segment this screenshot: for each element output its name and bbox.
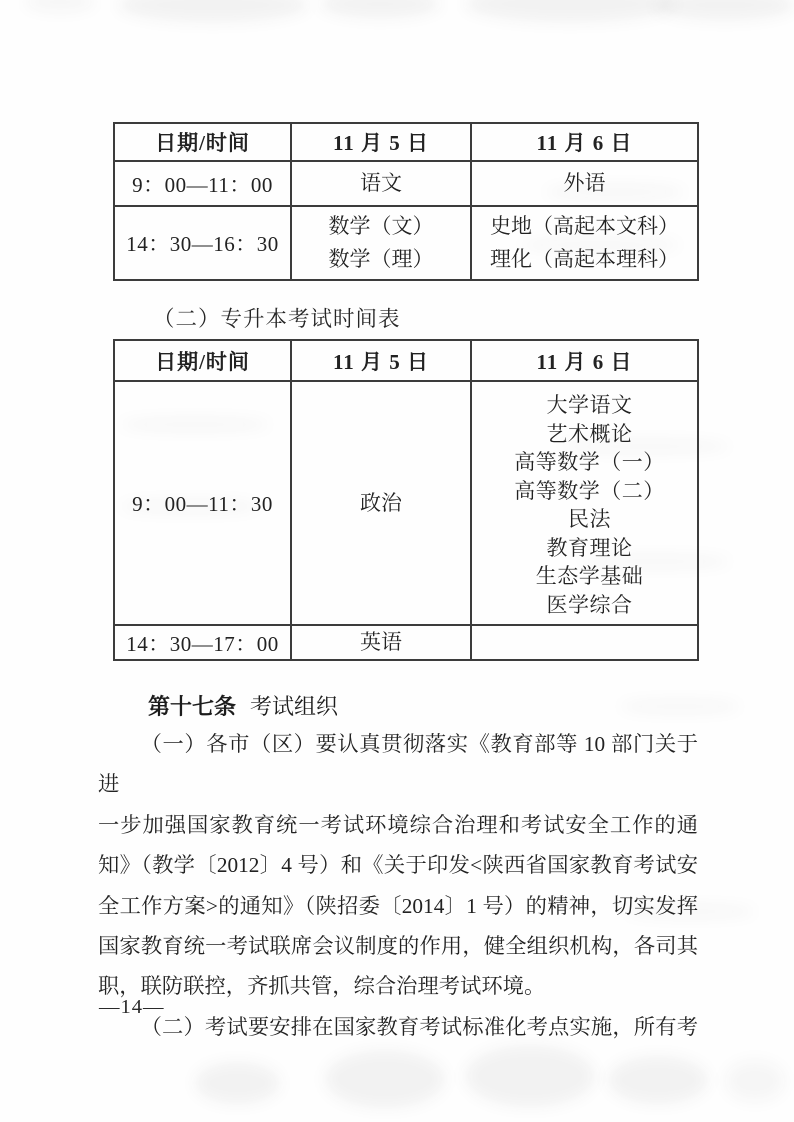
article-heading: [148, 690, 338, 721]
scan-smudge: [655, 0, 794, 20]
time-slot: 14：30—17：00: [114, 625, 291, 660]
time-slot: 14：30—16：30: [114, 206, 291, 280]
subject: 数学（理）: [328, 247, 434, 271]
subject: 高等数学（一）: [514, 450, 665, 474]
scan-smudge: [25, 0, 95, 12]
table-row: [114, 381, 698, 625]
subject: 理化（高起本理科）: [490, 247, 679, 271]
scan-smudge: [608, 1056, 708, 1104]
table-header-row: [114, 123, 698, 161]
scan-smudge: [195, 1062, 280, 1104]
time-slot: 9：00—11：00: [114, 161, 291, 206]
subject-list-cell: [471, 381, 698, 625]
table-row: [114, 625, 698, 660]
table-header-row: [114, 340, 698, 381]
subject-cell: [291, 381, 471, 625]
subject-cell: [471, 161, 698, 206]
article-number: 第十七条: [148, 694, 237, 719]
subject: 艺术概论: [546, 421, 633, 446]
col-header-nov6: 11 月 6 日: [471, 340, 698, 381]
scan-smudge: [620, 700, 740, 713]
paragraph-line: （一）各市（区）要认真贯彻落实《教育部等 10 部门关于进: [98, 732, 698, 797]
col-header-date-time: 日期/时间: [114, 340, 291, 381]
subject: 生态学基础: [535, 564, 644, 588]
subject: 教育理论: [546, 535, 633, 560]
subject-cell: [471, 206, 698, 280]
subject: 英语: [360, 630, 402, 654]
paragraph-line: 职，联防联控，齐抓共管，综合治理考试环境。: [98, 974, 546, 999]
paragraph-line: 知》（教学〔2012〕4 号）和《关于印发<陕西省国家教育考试安: [98, 853, 698, 878]
subject: 医学综合: [546, 592, 633, 617]
subject-cell-empty: [471, 625, 698, 660]
col-header-nov6: 11 月 6 日: [471, 123, 698, 161]
article-title: 考试组织: [250, 694, 339, 719]
subject-cell: [291, 206, 471, 280]
subject: 高等数学（二）: [514, 478, 665, 503]
paragraph-line: 国家教育统一考试联席会议制度的作用，健全组织机构，各司其: [98, 934, 698, 959]
subject: 大学语文: [546, 393, 633, 417]
paragraph-line: 一步加强国家教育统一考试环境综合治理和考试安全工作的通: [98, 812, 698, 837]
col-header-date-time: 日期/时间: [114, 123, 291, 161]
col-header-nov5: 11 月 5 日: [291, 340, 471, 381]
table-row: [114, 161, 698, 206]
subject: 政治: [360, 490, 402, 515]
scan-smudge: [465, 1045, 595, 1107]
paragraph-line: （二）考试要安排在国家教育考试标准化考点实施，所有考: [140, 1014, 698, 1039]
subject: 史地（高起本文科）: [490, 214, 679, 238]
body-text: [98, 724, 698, 1047]
subject: 语文: [360, 171, 402, 195]
table-row: [114, 206, 698, 280]
scan-smudge: [725, 1060, 785, 1102]
subject-cell: [291, 625, 471, 660]
paragraph-line: 全工作方案>的通知》（陕招委〔2014〕1 号）的精神，切实发挥: [98, 893, 698, 918]
subject: 外语: [563, 171, 606, 195]
scan-smudge: [320, 0, 440, 18]
exam-timetable-zhuanshengben: [113, 339, 699, 661]
exam-timetable-gaoqi: [113, 122, 699, 281]
scan-smudge: [325, 1050, 445, 1108]
scan-smudge: [118, 0, 308, 22]
subject-cell: [291, 161, 471, 206]
scan-smudge: [465, 0, 675, 22]
subject: 数学（文）: [328, 214, 434, 238]
col-header-nov5: 11 月 5 日: [291, 123, 471, 161]
section-heading-zhuanshengben: （二）专升本考试时间表: [153, 307, 401, 331]
time-slot: 9：00—11：30: [114, 381, 291, 625]
subject: 民法: [568, 507, 611, 531]
page-number: —14—: [99, 996, 165, 1018]
